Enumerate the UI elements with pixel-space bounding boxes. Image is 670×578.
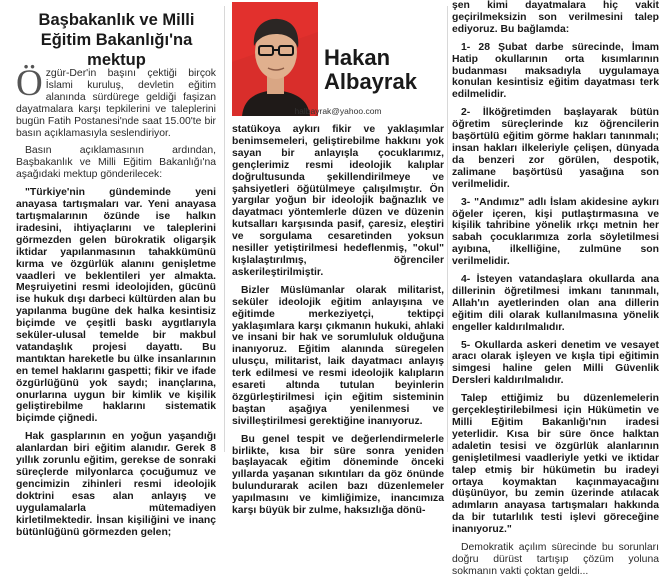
drop-cap: Ö <box>16 63 43 104</box>
paragraph <box>232 124 444 279</box>
paragraph <box>452 197 659 268</box>
columnist-last-name: Albayrak <box>324 69 417 94</box>
paragraph-text-bold: "Türkiye'nin gündeminde yeni anayasa tartışmaları var. Yeni anayasa tartışmalarının özünde ise halkın iradesini, ihtiyaçlarını ve taleplerini görmezden gelen bürokratik oligarşik iktidar yapılanmasının tahakkümünü kırma ve özgürlük alanını genişletme vaadleri ve beklentileri yer almakta. Meşruiyetini resmi ideolojiden, gücünü ise hukuk dışı darbeci kültürden alan bu yapılanma bugüne dek halka kesintisiz biçimde ve çeşitli baskı aygıtlarıyla seküler-ulusal temelde bir makbul vatandaşlık projesi dayattı. Bu mantıktan hareketle bu ülke insanlarının en temel haklarını gaspetti; fikir ve ifade özgürlüğünü yok saydı; inançlarına, onurlarına uygun bir kimlik ve kişilik geliştirebilme haklarını sistematik biçimde çiğnedi. <box>16 187 216 425</box>
columnist-name <box>324 46 417 94</box>
article-column-2 <box>232 124 444 517</box>
paragraph-text-bold: 2- İlköğretimden başlayarak bütün öğretim süreçlerinde kız öğrencilerin başörtülü eğitim görme hakları tanınmalı; insan hakları ilkeleriyle çelişen, dünyada da benzeri zor görülen, despotik, zalimane başörtüsü yasağına son verilmelidir. <box>452 107 659 190</box>
paragraph <box>452 393 659 536</box>
article-column-3 <box>452 0 659 577</box>
columnist-first-name: Hakan <box>324 45 391 70</box>
paragraph-text-bold: statükoya aykırı fikir ve yaklaşımlar benimsemeleri, geliştirebilme hakkını yok sayan bir anlayışla çocuklarımız, gençlerimiz resmi ideolojik kalıplar doğrultusunda şekillendirilmeye ve şahsiyetleri öğütülmeye çalışılmıştır. Ön yargılar yoğun bir ideolojik bağnazlık ve dayatmacı yöntemlerle düzen ve düzenin kutsalları karşısında pasif, çaresiz, eleştiri ve sorgulama cesaretinden yoksun nesiller yetiştirilmesi hedeflenmiş, "okul" kışlalaştırılmış, öğrenciler askerileştirilmiştir. <box>232 124 444 278</box>
paragraph-text-bold: Hak gasplarının en yoğun yaşandığı alanlardan biri eğitim alanıdır. Gerek 8 yıllık zorunlu eğitim, gerekse de sonraki süreçlerde milyonlarca çocuğumuz ve gencimizin zihinleri resmi ideolojik doktrini esas alan anlayış ve uygulamalarla mütemadiyen kirletilmektedir. İnsan kişiliğini ve inanç bütünlüğünü görmezden gelen; <box>16 431 216 538</box>
paragraph <box>232 434 444 517</box>
paragraph <box>232 285 444 428</box>
paragraph <box>16 63 216 139</box>
article-headline <box>14 10 219 70</box>
paragraph <box>16 187 216 425</box>
paragraph <box>452 107 659 190</box>
columnist-box <box>232 2 444 118</box>
column-divider-1 <box>224 6 225 452</box>
paragraph-text-bold: 5- Okullarda askeri denetim ve vesayet aracı olarak işleyen ve kışla tipi eğitimin simgesi haline gelen Milli Güvenlik Dersleri kaldırılmalıdır. <box>452 339 659 387</box>
paragraph-text: zgür-Der'in başını çektiği birçok İslami kuruluş, devletin eğitim alanında sürdürege geldiği faşizan dayatmalara karşı tepkilerini ve taleplerini bugün Fatih Postanesi'nde saat 15.00'te bir basın açıklamasıyla seslendiriyor. <box>16 68 216 139</box>
paragraph <box>452 340 659 388</box>
paragraph-text-bold: Bu genel tespit ve değerlendirmelerle birlikte, kısa bir süre sonra yeniden başlayacak eğitim döneminde önceki yıllarda yaşanan sıkıntıları da göz önünde bulundurarak acilen bazı düzenlemeler yapılmasını ve kimliğimize, inancımıza karşı büyük bir zulme, haksızlığa dönü- <box>232 433 444 517</box>
columnist-photo <box>232 2 318 116</box>
paragraph <box>16 431 216 538</box>
paragraph <box>452 274 659 334</box>
paragraph: Demokratik açılım sürecinde bu sorunları doğru dürüst tartışıp çözüm yoluna sokmanın vakti çoktan geldi... <box>452 542 659 577</box>
paragraph: Basın açıklamasının ardından, Başbakanlık ve Milli Eğitim Bakanlığı'na aşağıdaki mektup gönderilecek: <box>16 145 216 181</box>
portrait-icon <box>232 2 318 116</box>
columnist-email[interactable]: halbayrak@yahoo.com <box>294 106 382 116</box>
column-divider-2 <box>447 6 448 452</box>
article-column-1 <box>16 63 216 538</box>
paragraph-text-bold: 4- İsteyen vatandaşlara okullarda ana dillerinin öğretilmesi imkanı tanınmalı, Allah'ın ayetlerinden olan ana dillerin eğitim dili olarak kullanılmasına yönelik engeller kaldırılmalıdır. <box>452 274 659 333</box>
headline-line-1: Başbakanlık ve Milli <box>38 11 195 29</box>
paragraph-text-bold: 3- "Andımız" adlı İslam akidesine aykırı öğeler içeren, kişi putlaştırmasına ve kişilik tahribine yönelik ırkçı metnin her sabah çocuklarımıza zorla söyletilmesi ayıbına, ilkelliğine, zulmüne son verilmelidir. <box>452 196 659 268</box>
paragraph-text-bold: Talep ettiğimiz bu düzenlemelerin gerçekleştirilebilmesi için Hükümetin ve Milli Eğitim Bakanlığı'nın iradesi yeterlidir. Kısa bir süre önce halktan adaletin tesisi ve özgürlük alanlarının genişletilmesi vaadleriyle yetki ve iktidar talep etmiş bir hükümetin bu iradeyi ortaya koymaktan kaçınmayacağını düşünüyor, bu zemin üzerinde atılacak adımların anayasa tartışmaları hakkında da bir tutarlılık testi işlevi göreceğine inanıyoruz." <box>452 393 659 536</box>
paragraph-text-bold: Bizler Müslümanlar olarak militarist, seküler ideolojik eğitim anlayışına ve eğitimde merkeziyetçi, tektipçi yaklaşımlara karşı çıkmanın hukuki, ahlaki ve insani bir hak ve sorumluluk olduğuna inanıyoruz. Eğitim alanında süregelen ulusçu, militarist, laik dayatmacı anlayış terk edilmesi ve resmi ideolojik kalıpların esareti altında tutulan beyinlerin özgürleştirilmesi için eğitim sisteminin baştan aşağıya yenilenmesi ve sivilleştirilmesi gerektiğine inanıyoruz. <box>232 284 444 427</box>
paragraph-text-bold: 1- 28 Şubat darbe sürecinde, İmam Hatip okullarının orta kısımlarının budanması maksadıyla uygulamaya konulan kesintisiz eğitim dayatması terk edilmelidir. <box>452 41 659 101</box>
paragraph <box>452 0 659 36</box>
paragraph <box>452 42 659 102</box>
headline-line-2: Eğitim Bakanlığı'na mektup <box>40 31 193 69</box>
paragraph-text-bold: şen kimi dayatmalara hiç vakit geçirilmeksizin son verilmesini talep ediyoruz. Bu bağlamda: <box>452 0 659 35</box>
